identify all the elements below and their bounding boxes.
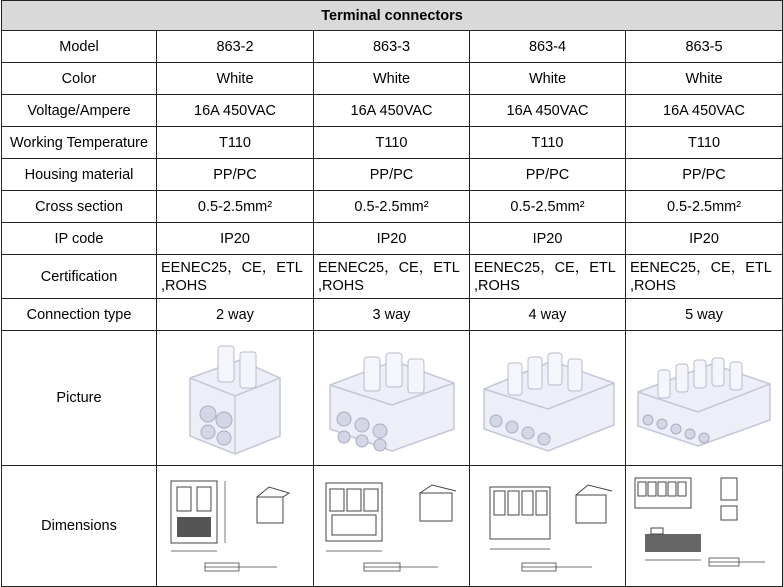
cell: 0.5-2.5mm²	[626, 191, 783, 223]
cell: T110	[626, 127, 783, 159]
cell: T110	[314, 127, 470, 159]
cell: IP20	[626, 223, 783, 255]
cell	[626, 331, 783, 466]
cell: 863-4	[470, 31, 626, 63]
cell	[157, 255, 314, 299]
row-label: Color	[2, 63, 157, 95]
cell: 16A 450VAC	[470, 95, 626, 127]
cell: 16A 450VAC	[626, 95, 783, 127]
table-row	[2, 299, 783, 331]
dimension-drawing-4way-icon	[478, 471, 618, 581]
title-row	[2, 1, 783, 31]
row-label: Dimensions	[2, 466, 157, 587]
cell: IP20	[470, 223, 626, 255]
table-row	[2, 31, 783, 63]
connector-2way-photo-icon	[180, 338, 290, 458]
cell	[314, 331, 470, 466]
row-label: Connection type	[2, 299, 157, 331]
cell	[314, 255, 470, 299]
dimension-drawing-3way-icon	[322, 471, 462, 581]
table-row	[2, 127, 783, 159]
cell: 4 way	[470, 299, 626, 331]
row-label: Certification	[2, 255, 157, 299]
connector-4way-photo-icon	[478, 343, 618, 453]
cell: 0.5-2.5mm²	[157, 191, 314, 223]
row-label: Picture	[2, 331, 157, 466]
dimension-drawing-5way-icon	[629, 470, 779, 582]
table-row	[2, 223, 783, 255]
cell: 5 way	[626, 299, 783, 331]
row-label: Housing material	[2, 159, 157, 191]
connector-3way-photo-icon	[324, 343, 459, 453]
cert-line: EENEC25，CE，ETL	[318, 259, 460, 276]
cell: IP20	[314, 223, 470, 255]
cell: PP/PC	[470, 159, 626, 191]
cell: 16A 450VAC	[314, 95, 470, 127]
cell: IP20	[157, 223, 314, 255]
cell	[626, 255, 783, 299]
table-row	[2, 466, 783, 587]
cell: 863-5	[626, 31, 783, 63]
row-label: Model	[2, 31, 157, 63]
row-label: Cross section	[2, 191, 157, 223]
cell	[157, 331, 314, 466]
cert-line: EENEC25，CE，ETL	[474, 259, 616, 276]
cell: PP/PC	[626, 159, 783, 191]
cell: 863-2	[157, 31, 314, 63]
cert-line: ,ROHS	[474, 277, 520, 294]
cell: PP/PC	[157, 159, 314, 191]
cell: White	[626, 63, 783, 95]
cell: White	[470, 63, 626, 95]
dimension-drawing-2way-icon	[165, 471, 305, 581]
table-row	[2, 331, 783, 466]
cell: T110	[157, 127, 314, 159]
table-title: Terminal connectors	[2, 1, 783, 31]
cell: T110	[470, 127, 626, 159]
row-label: IP code	[2, 223, 157, 255]
cell	[470, 255, 626, 299]
row-label: Working Temperature	[2, 127, 157, 159]
spec-table	[1, 0, 783, 587]
cell	[157, 466, 314, 587]
table-row	[2, 159, 783, 191]
cert-line: ,ROHS	[161, 277, 207, 294]
row-label: Voltage/Ampere	[2, 95, 157, 127]
cert-line: ,ROHS	[630, 277, 676, 294]
cell: 16A 450VAC	[157, 95, 314, 127]
cell	[314, 466, 470, 587]
cell: 863-3	[314, 31, 470, 63]
cell	[470, 331, 626, 466]
cell: 0.5-2.5mm²	[470, 191, 626, 223]
table-row	[2, 191, 783, 223]
cell: 0.5-2.5mm²	[314, 191, 470, 223]
cert-line: EENEC25，CE，ETL	[630, 259, 772, 276]
cell: White	[314, 63, 470, 95]
cell	[626, 466, 783, 587]
cell: 2 way	[157, 299, 314, 331]
table-row	[2, 95, 783, 127]
cert-line: EENEC25，CE，ETL	[161, 259, 303, 276]
cell: White	[157, 63, 314, 95]
table-row	[2, 63, 783, 95]
cert-line: ,ROHS	[318, 277, 364, 294]
connector-5way-photo-icon	[634, 348, 774, 448]
table-row	[2, 255, 783, 299]
cell	[470, 466, 626, 587]
cell: PP/PC	[314, 159, 470, 191]
cell: 3 way	[314, 299, 470, 331]
